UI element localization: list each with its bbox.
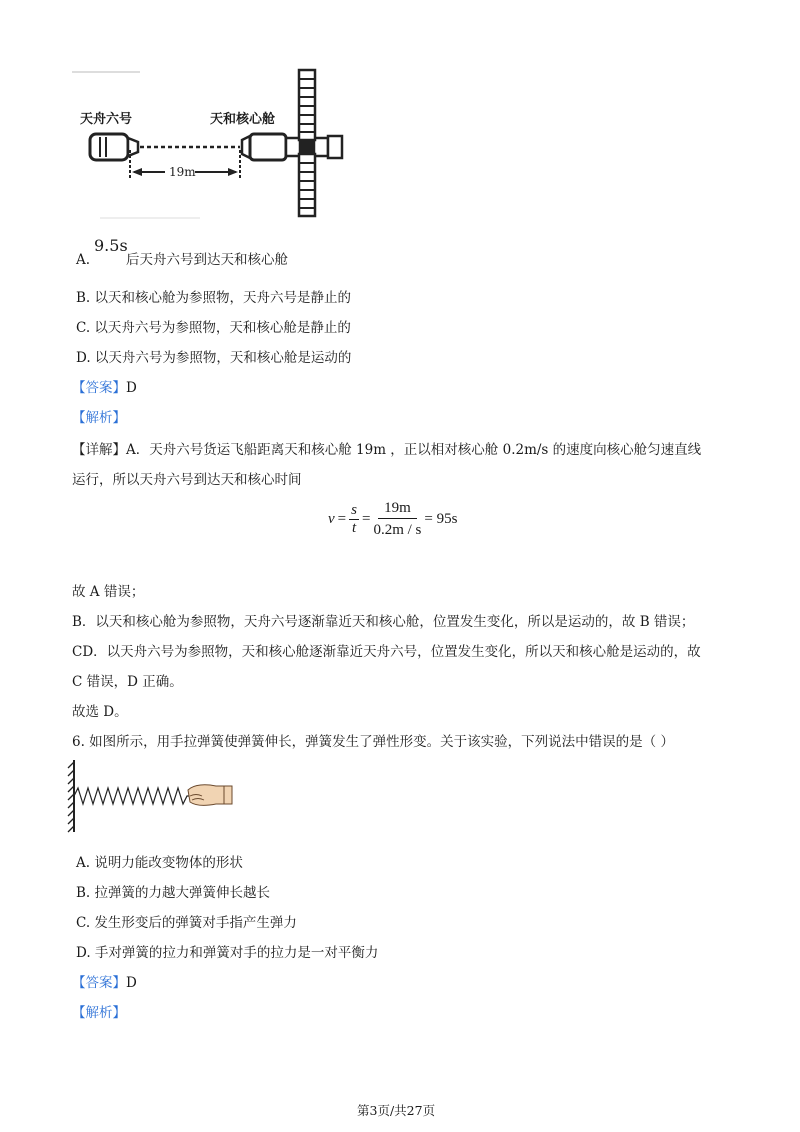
solar-panel-bottom xyxy=(299,154,315,216)
spring xyxy=(74,788,190,804)
page-footer: 第3页/共27页 xyxy=(357,1103,436,1118)
conclusion-line-1: B．以天和核心舱为参照物，天舟六号逐渐靠近天和核心舱，位置发生变化，所以是运动的，故 B 错误； xyxy=(72,614,695,630)
option-a-value: 9.5s xyxy=(94,236,128,255)
frac1-denominator: t xyxy=(351,519,357,536)
option-d: D. 以天舟六号为参照物，天和核心舱是运动的 xyxy=(76,350,352,366)
q6-stem: 6. 如图所示，用手拉弹簧使弹簧伸长，弹簧发生了弹性形变。关于该实验，下列说法中错误的是（ ） xyxy=(72,734,674,750)
docking-diagram xyxy=(70,68,370,228)
q5-analysis-tag: 【解析】 xyxy=(72,410,126,426)
q6-answer-tag: 【答案】 xyxy=(72,975,126,991)
conclusion-line-4: 故选 D。 xyxy=(72,704,128,720)
detail-tag: 【详解】 xyxy=(72,442,126,458)
conclusion-line-3: C 错误，D 正确。 xyxy=(72,674,183,690)
q6-answer-value: D xyxy=(126,975,137,991)
spring-figure xyxy=(66,756,236,836)
fraction-values xyxy=(373,500,421,539)
q5-answer xyxy=(72,378,137,398)
tianhe-module xyxy=(242,134,342,160)
q6-option-b: B. 拉弹簧的力越大弹簧伸长越长 xyxy=(76,885,271,901)
hand xyxy=(188,785,232,806)
frac1-numerator: s xyxy=(351,501,357,518)
velocity-formula xyxy=(328,496,457,542)
conclusion-line-0: 故 A 错误； xyxy=(72,584,145,600)
option-c: C. 以天舟六号为参照物，天和核心舱是静止的 xyxy=(76,320,351,336)
detail-text: A．天舟六号货运飞船距离天和核心舱 19m ，正以相对核心舱 0.2m/s 的速度向核心舱匀速直线 xyxy=(126,442,702,458)
docking-figure xyxy=(70,68,370,228)
tianhe-label: 天和核心舱 xyxy=(210,112,276,127)
q6-analysis-tag: 【解析】 xyxy=(72,1005,126,1021)
q6-answer xyxy=(72,973,137,993)
formula-eq1: = xyxy=(337,510,347,527)
solar-panel-top xyxy=(299,70,315,140)
option-a-text: 后天舟六号到达天和核心舱 xyxy=(126,252,288,268)
option-b: B. 以天和核心舱为参照物，天舟六号是静止的 xyxy=(76,290,352,306)
conclusion-line-2: CD．以天舟六号为参照物，天和核心舱逐渐靠近天舟六号，位置发生变化，所以天和核心舱是运动的，故 xyxy=(72,644,701,660)
option-a-prefix: A. xyxy=(76,252,91,268)
q6-option-a: A. 说明力能改变物体的形状 xyxy=(76,855,243,871)
formula-eq2: = xyxy=(361,510,371,527)
tianzhou-label: 天舟六号 xyxy=(80,112,133,127)
formula-lhs: v xyxy=(328,510,335,527)
distance-label: 19m xyxy=(169,165,196,179)
fraction-s-over-t xyxy=(349,502,359,537)
q6-option-c: C. 发生形变后的弹簧对手指产生弹力 xyxy=(76,915,297,931)
q5-detail-line1 xyxy=(72,440,701,460)
frac2-numerator: 19m xyxy=(378,500,417,519)
answer-value: D xyxy=(126,380,137,396)
q6-option-d: D. 手对弹簧的拉力和弹簧对手的拉力是一对平衡力 xyxy=(76,945,379,961)
frac2-denominator: 0.2m / s xyxy=(373,521,422,538)
formula-result: = 95s xyxy=(424,510,458,527)
spring-diagram xyxy=(66,756,236,836)
option-a xyxy=(76,250,90,270)
q5-detail-line2: 运行，所以天舟六号到达天和核心时间 xyxy=(72,472,302,488)
answer-tag: 【答案】 xyxy=(72,380,126,396)
